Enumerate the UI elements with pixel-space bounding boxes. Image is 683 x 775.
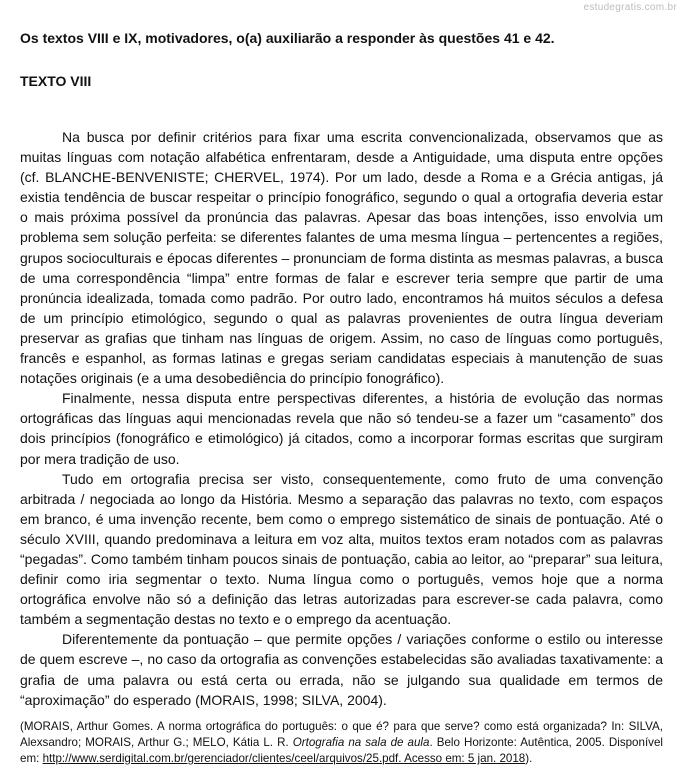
text-body <box>20 127 663 710</box>
paragraph: Finalmente, nessa disputa entre perspectivas diferentes, a história de evolução das normas ortográficas das línguas aqui mencionadas revela que não só tendeu-se a fazer um “casamento” dos dois princípios (fonográfico e etimológico) já citados, como a incorporar formas escritas que surgiram por mera tradição de uso. <box>20 390 663 467</box>
watermark: estudegratis.com.br <box>583 2 677 13</box>
paragraph: Diferentemente da pontuação – que permite opções / variações conforme o estilo ou interesse de quem escreve –, no caso da ortografia as convenções estabelecidas são avaliadas taxativamente: a grafia de uma palavra ou está certa ou errada, não se julgando sua qualidade em termos de “aproximação” do esperado (MORAIS, 1998; SILVA, 2004). <box>20 631 663 708</box>
paragraph: Tudo em ortografia precisa ser visto, consequentemente, como fruto de uma convenção arbitrada / negociada ao longo da História. Mesmo a separação das palavras no texto, com espaços em branco, é uma invenção recente, bem como o emprego sistemático de sinais de pontuação. Até o século XVIII, quando predominava a leitura em voz alta, muitos textos eram notados com as palavras “pegadas”. Como também tinham poucos sinais de pontuação, cabia ao leitor, ao “preparar” sua leitura, definir como iria segmentar o texto. Numa língua como o português, vemos hoje que a norma ortográfica envolve não só a definição das letras autorizadas para escrever-se cada palavra, como também a segmentação destas no texto e o emprego da acentuação. <box>20 470 663 628</box>
intro-heading: Os textos VIII e IX, motivadores, o(a) auxiliarão a responder às questões 41 e 42. <box>20 30 555 46</box>
paragraph: Na busca por definir critérios para fixar uma escrita convencionalizada, observamos que as muitas línguas com notação alfabética enfrentaram, desde a Antiguidade, uma disputa entre opções (cf. BLANCHE-BENVENISTE; CHERVEL, 1974). Por um lado, desde a Roma e a Grécia antigas, já existia tendência de buscar respeitar o princípio fonográfico, segundo o qual a ortografia deveria estar o mais próxima possível da pronúncia das palavras. Apesar das boas intenções, isso envolvia um problema sem solução perfeita: se diferentes falantes de uma mesma língua – pertencentes a regiões, grupos socioculturais e épocas diferentes – pronunciam de forma distinta as mesmas palavras, a busca de uma correspondência “limpa” entre formas de falar e escrever teria sempre que partir de uma pronúncia idealizada, tomada como padrão. Por outro lado, encontramos há muitos séculos a defesa de um princípio etimológico, segundo o qual as palavras provenientes de outra língua deveriam preservar as grafias que tinham nas línguas de origem. Assim, no caso de línguas como português, francês e espanhol, as formas latinas e gregas seriam candidatas especiais à manutenção de suas notações originais (e a uma desobediência do princípio fonográfico). <box>20 129 663 387</box>
reference-citation <box>20 719 663 767</box>
source-link[interactable]: http://www.serdigital.com.br/gerenciador/clientes/ceel/arquivos/25.pdf. Acesso em: 5 jan. 2018 <box>42 752 526 765</box>
citation-part-3: ). <box>525 752 533 765</box>
citation-part-2: . Belo Horizonte: Autêntica, 2005. Disponível em: <box>20 736 663 765</box>
book-title: Ortografia na sala de aula <box>292 736 430 749</box>
section-title: TEXTO VIII <box>20 73 92 89</box>
citation-text <box>20 719 663 767</box>
citation-part-1: (MORAIS, Arthur Gomes. A norma ortográfica do português: o que é? para que serve? como está organizada? In: SILVA, Alexsandro; MORAIS, Arthur G.; MELO, Kátia L. R. <box>20 720 663 749</box>
